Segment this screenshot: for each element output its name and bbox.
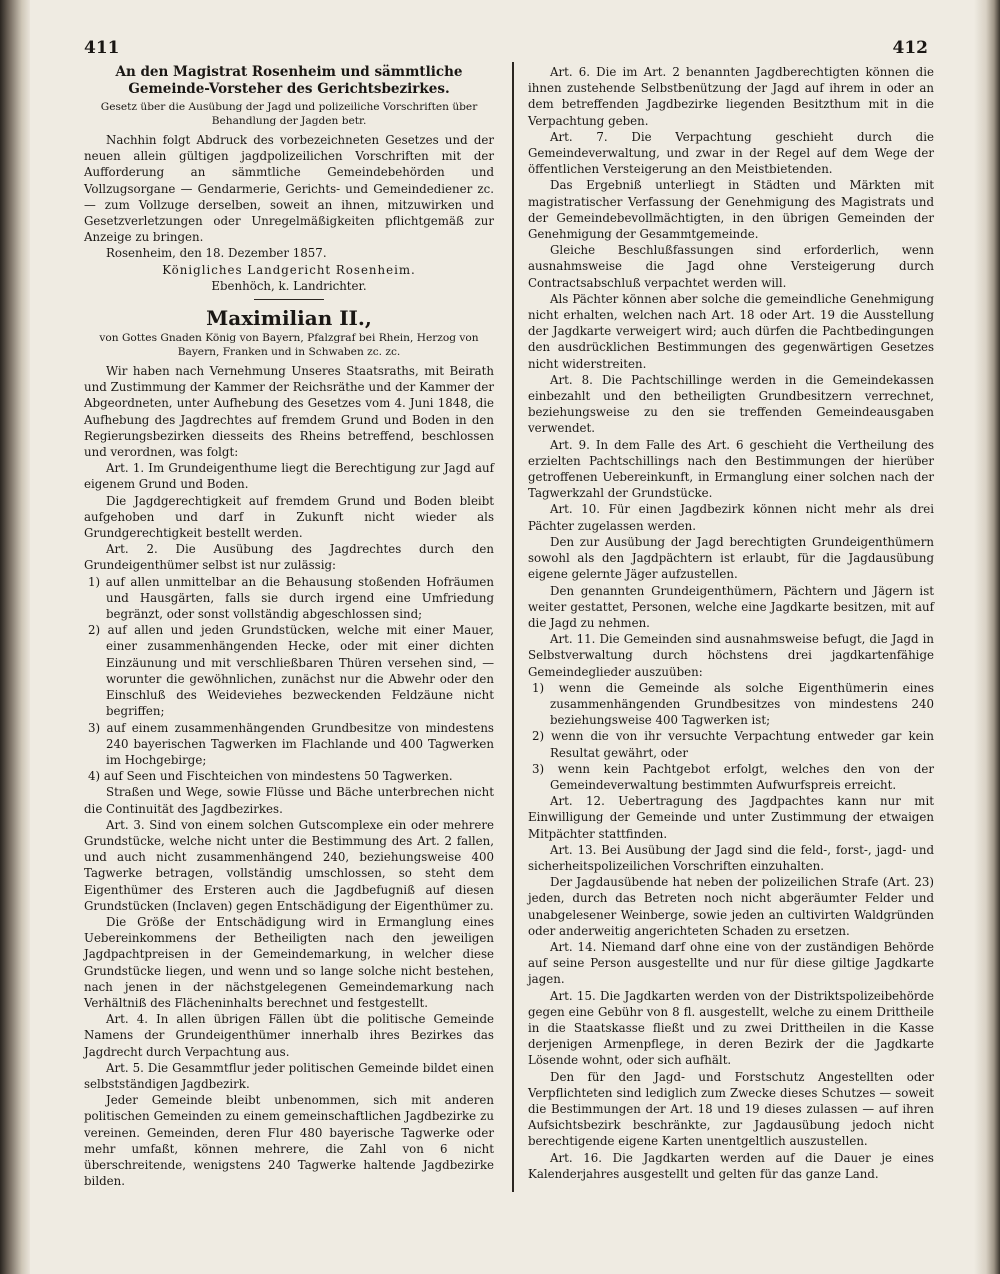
article-paragraph: Art. 15. Die Jagdkarten werden von der Distriktspolizeibehörde gegen eine Gebühr von 8 fl. ausgestellt, welche zu einem Drittheile in die Staatskasse fließt und zu zwei Drittheilen in die Kasse derjenigen Armenpflege, in deren Bezirk der die Jagdkarte Lösende wohnt, oder sich aufhält.: [528, 988, 934, 1068]
article-paragraph: Art. 4. In allen übrigen Fällen übt die politische Gemeinde Namens der Grundeigenthümer innerhalb ihres Bezirkes das Jagdrecht durch Verpachtung aus.: [84, 1012, 494, 1059]
article-paragraph: Art. 8. Die Pachtschillinge werden in die Gemeindekassen einbezahlt und den betheiligten Grundbesitzern verrechnet, beziehungsweise zu den sie treffenden Gemeindeausgaben verwendet.: [528, 372, 934, 436]
king-name: Maximilian II.,: [206, 306, 372, 331]
article-paragraph: Straßen und Wege, sowie Flüsse und Bäche unterbrechen nicht die Continuität des Jagdbezirkes.: [84, 785, 494, 816]
list-item: 4) auf Seen und Fischteichen von mindestens 50 Tagwerken.: [88, 769, 453, 784]
article-paragraph: Jeder Gemeinde bleibt unbenommen, sich mit anderen politischen Gemeinden zu einem gemeinschaftlichen Jagdbezirke zu vereinen. Gemeinden, deren Flur 480 bayerische Tagwerke oder mehr umfaßt, können mehrere, die Zahl von 6 nicht überschreitende, wenigstens 240 Tagwerke haltende Jagdbezirke bilden.: [84, 1093, 494, 1189]
book-binding: [0, 0, 30, 1274]
article-paragraph: Den zur Ausübung der Jagd berechtigten Grundeigenthümern sowohl als den Jagdpächtern ist erlaubt, für die Jagdausübung eigene gelernte Jäger aufzustellen.: [528, 534, 934, 582]
article-paragraph: Art. 5. Die Gesammtflur jeder politischen Gemeinde bildet einen selbstständigen Jagdbezirk.: [84, 1060, 494, 1091]
date-line: Rosenheim, den 18. Dezember 1857.: [106, 246, 327, 261]
article-paragraph: Art. 6. Die im Art. 2 benannten Jagdberechtigten können die ihnen zustehende Selbstbenützung der Jagd auf ihrem in oder an dem betreffenden Jagdbezirke liegenden Besitzthum mit in die Verpachtung geben.: [528, 65, 934, 128]
article-paragraph: Art. 2. Die Ausübung des Jagdrechtes durch den Grundeigenthümer selbst ist nur zulässig:: [84, 542, 494, 573]
address-heading: An den Magistrat Rosenheim und sämmtliche Gemeinde-Vorsteher des Gerichtsbezirkes.: [115, 64, 463, 97]
article-paragraph: Art. 1. Im Grundeigenthume liegt die Berechtigung zur Jagd auf eigenem Grund und Boden.: [84, 461, 494, 492]
article-paragraph: Den genannten Grundeigenthümern, Pächtern und Jägern ist weiter gestattet, Personen, welche eine Jagdkarte besitzen, mit auf die Jagd zu nehmen.: [528, 583, 934, 630]
list-item: 3) wenn kein Pachtgebot erfolgt, welches den von der Gemeindeverwaltung bestimmten Aufwurfspreis erreicht.: [532, 761, 934, 792]
page-number-left: 411: [84, 38, 120, 58]
signature-line: Ebenhöch, k. Landrichter.: [211, 278, 367, 293]
left-column: [84, 64, 494, 1189]
list-item: 2) auf allen und jeden Grundstücken, welche mit einer Mauer, einer zusammenhängenden Hecke, oder mit einer dichten Einzäunung und mit verschließbaren Thüren versehen sind, — worunter die gewöhnlichen, zunächst nur die Abwehr oder den Einschluß des Weideviehes bezweckenden Feldzäune nicht begriffen;: [88, 623, 494, 719]
article-paragraph: Art. 11. Die Gemeinden sind ausnahmsweise befugt, die Jagd in Selbstverwaltung durch höchstens drei jagdkartenfähige Gemeindeglieder auszuüben:: [528, 632, 934, 679]
page-number-right: 412: [892, 38, 928, 58]
article-paragraph: Art. 12. Uebertragung des Jagdpachtes kann nur mit Einwilligung der Gemeinde und unter Zustimmung der etwaigen Mitpächter stattfinden.: [528, 794, 934, 841]
intro-paragraph: Nachhin folgt Abdruck des vorbezeichneten Gesetzes und der neuen allein gültigen jagdpolizeilichen Vorschriften mit der Aufforderung an sämmtliche Gemeindebehörden und Vollzugsorgane — Gendarmerie, Gerichts- und Gemeindediener zc. — zum Vollzuge derselben, soweit an ihnen, mitzuwirken und Gesetzverletzungen oder Unregelmäßigkeiten pflichtgemäß zur Anzeige zu bringen.: [84, 133, 494, 245]
subject-line: Gesetz über die Ausübung der Jagd und polizeiliche Vorschriften über Behandlung der Jagden betr.: [100, 101, 478, 127]
list-item: 3) auf einem zusammenhängenden Grundbesitze von mindestens 240 bayerischen Tagwerken im Flachlande und 400 Tagwerken im Hochgebirge;: [88, 720, 494, 767]
article-paragraph: Art. 9. In dem Falle des Art. 6 geschieht die Vertheilung des erzielten Pachtschillings nach den Bestimmungen der hierüber getroffenen Uebereinkunft, in Ermanglung einer solchen nach der Tagwerkzahl der Grundstücke.: [528, 437, 934, 501]
column-divider: [512, 62, 514, 1192]
separator-rule: [254, 299, 324, 300]
article-paragraph: Der Jagdausübende hat neben der polizeilichen Strafe (Art. 23) jeden, durch das Betreten noch nicht abgeräumter Felder und unabgelesener Weinberge, sowie jeden an cultivirten Waldgründen oder anderweitig angerichteten Schaden zu ersetzen.: [528, 875, 934, 938]
article-paragraph: Die Jagdgerechtigkeit auf fremdem Grund und Boden bleibt aufgehoben und darf in Zukunft nicht wieder als Grundgerechtigkeit bestellt werden.: [84, 493, 494, 541]
article-paragraph: Art. 16. Die Jagdkarten werden auf die Dauer je eines Kalenderjahres ausgestellt und gelten für das ganze Land.: [528, 1150, 934, 1181]
article-paragraph: Den für den Jagd- und Forstschutz Angestellten oder Verpflichteten sind lediglich zum Zwecke dieses Schutzes — soweit die Bestimmungen der Art. 18 und 19 dieses zulassen — auf ihren Aufsichtsbezirk beschränkte, zur Jagdausübung jedoch nicht berechtigende eigene Karten unentgeltlich auszustellen.: [528, 1069, 934, 1149]
article-paragraph: Art. 14. Niemand darf ohne eine von der zuständigen Behörde auf seine Person ausgestellte und nur für diese giltige Jagdkarte jagen.: [528, 939, 934, 987]
article-paragraph: Die Größe der Entschädigung wird in Ermanglung eines Uebereinkommens der Betheiligten nach den jeweiligen Jagdpachtpreisen in der Gemeindemarkung, in welcher diese Grundstücke liegen, und wenn und so lange solche nicht bestehen, nach jenen in der nächstgelegenen Gemeindemarkung nach Verhältniß des Flächeninhalts berechnet und festgestellt.: [84, 914, 494, 1010]
article-paragraph: Als Pächter können aber solche die gemeindliche Genehmigung nicht erhalten, welchen nach Art. 18 oder Art. 19 die Ausstellung der Jagdkarte verweigert wird; auch dürfen die Pachtbedingungen den ausdrücklichen Bestimmungen des gegenwärtigen Gesetzes nicht widerstreiten.: [528, 291, 934, 371]
list-item: 1) auf allen unmittelbar an die Behausung stoßenden Hofräumen und Hausgärten, falls sie durch irgend eine Umfriedung begränzt, oder sonst vollständig abgeschlossen sind;: [88, 574, 494, 622]
king-title: von Gottes Gnaden König von Bayern, Pfalzgraf bei Rhein, Herzog von Bayern, Franken und in Schwaben zc. zc.: [99, 332, 479, 359]
preamble-paragraph: Wir haben nach Vernehmung Unseres Staatsraths, mit Beirath und Zustimmung der Kammer der Reichsräthe und der Kammer der Abgeordneten, unter Aufhebung des Gesetzes vom 4. Juni 1848, die Aufhebung des Jagdrechtes auf fremdem Grund und Boden in den Regierungsbezirken diesseits des Rheins betreffend, beschlossen und verordnen, was folgt:: [84, 364, 494, 460]
page-edge: [974, 0, 1000, 1274]
article-paragraph: Gleiche Beschlußfassungen sind erforderlich, wenn ausnahmsweise die Jagd ohne Versteigerung durch Contractsabschluß verpachtet werden will.: [528, 243, 934, 290]
article-paragraph: Art. 7. Die Verpachtung geschieht durch die Gemeindeverwaltung, und zwar in der Regel auf dem Wege der öffentlichen Versteigerung an den Meistbietenden.: [528, 129, 934, 177]
article-paragraph: Art. 3. Sind von einem solchen Gutscomplexe ein oder mehrere Grundstücke, welche nicht unter die Bestimmung des Art. 2 fallen, und auch nicht zusammenhängend 240, beziehungsweise 400 Tagwerke betragen, vollständig umschlossen, so steht dem Eigenthümer des Ersteren auch die Jagdbefugniß auf diesen Grundstücken (Inclaven) gegen Entschädigung der Eigenthümer zu.: [84, 817, 494, 913]
list-item: 1) wenn die Gemeinde als solche Eigenthümerin eines zusammenhängenden Grundbesitzes von mindestens 240 beziehungsweise 400 Tagwerken ist;: [532, 680, 934, 728]
article-paragraph: Art. 10. Für einen Jagdbezirk können nicht mehr als drei Pächter zugelassen werden.: [528, 502, 934, 533]
article-paragraph: Das Ergebniß unterliegt in Städten und Märkten mit magistratischer Verfassung der Genehmigung des Magistrats und der Gemeindebevollmächtigten, in den übrigen Gemeinden der Genehmigung der Gesammtgemeinde.: [528, 178, 934, 242]
court-name: Königliches Landgericht Rosenheim.: [162, 262, 416, 277]
list-item: 2) wenn die von ihr versuchte Verpachtung entweder gar kein Resultat gewährt, oder: [532, 729, 934, 760]
right-column: [528, 64, 934, 1182]
article-paragraph: Art. 13. Bei Ausübung der Jagd sind die feld-, forst-, jagd- und sicherheitspolizeilichen Vorschriften einzuhalten.: [528, 842, 934, 873]
